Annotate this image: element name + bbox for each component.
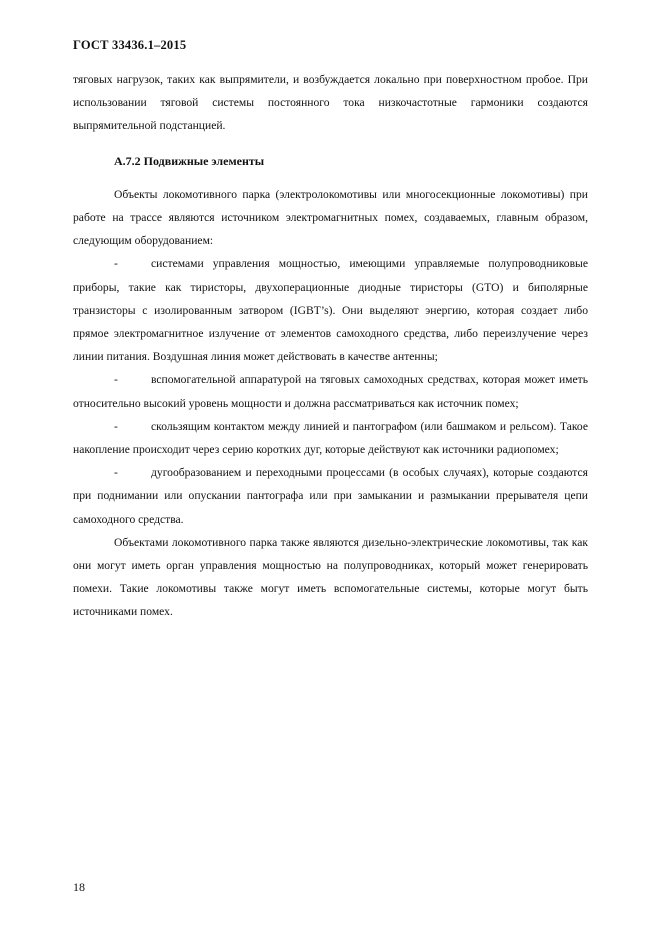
- list-item-text: дугообразованием и переходными процессами (в особых случаях), которые создаются при поднимании или опускании пантографа или при замыкании и размыкании прерывателя цепи самоходного средства.: [73, 466, 588, 526]
- bullet-marker: -: [114, 257, 118, 271]
- document-body: [73, 68, 588, 624]
- paragraph-intro: Объекты локомотивного парка (электролокомотивы или многосекционные локомотивы) при работе на трассе являются источником электромагнитных помех, создаваемых, главным образом, следующим оборудованием:: [73, 187, 588, 248]
- bullet-marker: -: [114, 466, 118, 480]
- list-item: [73, 415, 588, 461]
- section-heading: А.7.2 Подвижные элементы: [114, 153, 265, 168]
- paragraph-continuation: тяговых нагрузок, таких как выпрямители, и возбуждается локально при поверхностном пробое. При использовании тяговой системы постоянного тока низкочастотные гармоники создаются выпрямительной подстанцией.: [73, 73, 588, 133]
- list-item: [73, 461, 588, 531]
- bullet-marker: -: [114, 373, 118, 387]
- list-item: [73, 252, 588, 368]
- document-header: ГОСТ 33436.1–2015: [73, 38, 187, 52]
- paragraph-final: Объектами локомотивного парка также являются дизельно-электрические локомотивы, так как они могут иметь орган управления мощностью на полупроводниках, который может генерировать помехи. Такие локомотивы также могут иметь вспомогательные системы, которые могут быть источниками помех.: [73, 535, 588, 619]
- list-item-text: вспомогательной аппаратурой на тяговых самоходных средствах, которая может иметь относительно высокий уровень мощности и должна рассматриваться как источник помех;: [73, 373, 588, 410]
- list-item-text: скользящим контактом между линией и пантографом (или башмаком и рельсом). Такое накопление происходит через серию коротких дуг, которые действуют как источники радиопомех;: [73, 419, 588, 457]
- bullet-marker: -: [114, 419, 118, 433]
- list-item: [73, 368, 588, 414]
- page-number: 18: [73, 880, 85, 894]
- list-item-text: системами управления мощностью, имеющими управляемые полупроводниковые приборы, такие как тиристоры, двухоперационные диодные тиристоры (GTO) и биполярные транзисторы с изолированным затвором (IGBT’s). Они выделяют энергию, которая создает либо прямое электромагнитное излучение от элементов самоходного средства, либо переизлучение через линии питания. Воздушная линия может действовать в качестве антенны;: [73, 257, 588, 364]
